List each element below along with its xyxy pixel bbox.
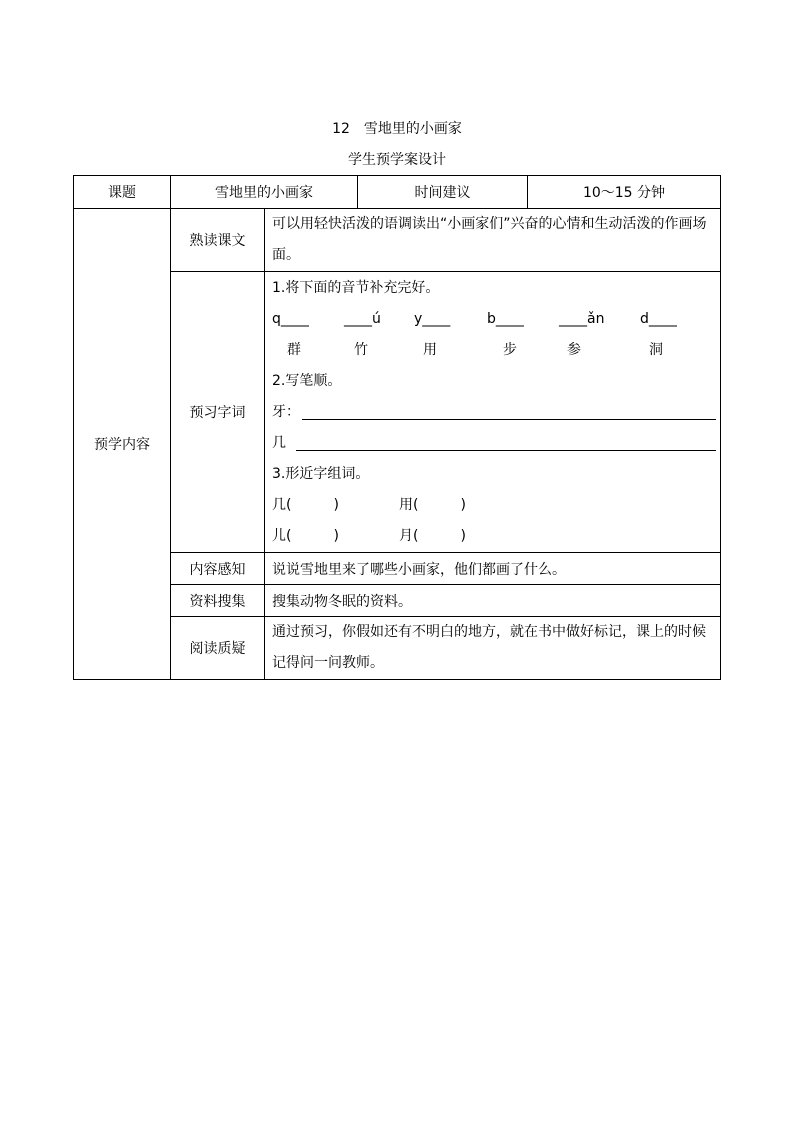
hanzi-char: 竹 xyxy=(354,341,368,358)
pinyin-blank[interactable]: ____ǎn xyxy=(559,310,605,327)
questions-text: 通过预习，你假如还有不明白的地方，就在书中做好标记，课上的时候记得问一问教师。 xyxy=(265,617,721,680)
hanzi-char: 用 xyxy=(423,341,437,358)
topic-row xyxy=(74,176,721,209)
characters-row xyxy=(74,272,721,553)
pinyin-blank[interactable]: b____ xyxy=(487,310,524,327)
word-pair-row xyxy=(272,490,716,521)
word-blank[interactable]: 几( ) xyxy=(272,496,339,513)
perception-label: 内容感知 xyxy=(171,553,265,585)
lesson-title: 12 雪地里的小画家 xyxy=(332,121,462,137)
hanzi-char: 洞 xyxy=(649,341,663,358)
pinyin-blank[interactable]: q____ xyxy=(272,310,309,327)
word-pair-row xyxy=(272,521,716,552)
stroke-order-row xyxy=(272,397,716,428)
characters-label: 预习字词 xyxy=(171,272,265,553)
stroke-answer-line[interactable] xyxy=(296,450,716,451)
worksheet-subtitle: 学生预学案设计 xyxy=(348,152,446,168)
question-3: 3.形近字组词。 xyxy=(272,465,370,482)
stroke-answer-line[interactable] xyxy=(302,419,716,420)
word-blank[interactable]: 月( ) xyxy=(399,527,466,544)
pinyin-blank[interactable]: d____ xyxy=(640,310,677,327)
topic-label: 课题 xyxy=(74,176,171,209)
hanzi-row xyxy=(272,335,716,366)
reading-text: 可以用轻快活泼的语调读出“小画家们”兴奋的心情和生动活泼的作画场面。 xyxy=(265,209,721,272)
materials-text: 搜集动物冬眠的资料。 xyxy=(265,585,721,617)
hanzi-char: 群 xyxy=(287,341,301,358)
hanzi-char: 步 xyxy=(503,341,517,358)
pinyin-blank[interactable]: y____ xyxy=(414,310,451,327)
stroke-char-label: 几 xyxy=(272,434,286,451)
word-blank[interactable]: 用( ) xyxy=(399,496,466,513)
question-1: 1.将下面的音节补充完好。 xyxy=(272,279,440,296)
reading-label: 熟读课文 xyxy=(171,209,265,272)
section-label: 预学内容 xyxy=(74,209,171,680)
questions-row xyxy=(74,617,721,680)
stroke-char-label: 牙： xyxy=(272,403,300,420)
word-blank[interactable]: 儿( ) xyxy=(272,527,339,544)
pinyin-blank[interactable]: ____ú xyxy=(344,310,381,327)
question-2: 2.写笔顺。 xyxy=(272,372,342,389)
characters-content xyxy=(265,272,721,553)
materials-label: 资料搜集 xyxy=(171,585,265,617)
preview-plan-table xyxy=(73,175,721,680)
hanzi-char: 参 xyxy=(567,341,581,358)
perception-row xyxy=(74,553,721,585)
materials-row xyxy=(74,585,721,617)
stroke-order-row xyxy=(272,428,716,459)
pinyin-row xyxy=(272,304,716,335)
reading-row xyxy=(74,209,721,272)
time-label: 时间建议 xyxy=(358,176,528,209)
time-value: 10～15 分钟 xyxy=(528,176,721,209)
questions-label: 阅读质疑 xyxy=(171,617,265,680)
perception-text: 说说雪地里来了哪些小画家，他们都画了什么。 xyxy=(265,553,721,585)
topic-value: 雪地里的小画家 xyxy=(171,176,358,209)
